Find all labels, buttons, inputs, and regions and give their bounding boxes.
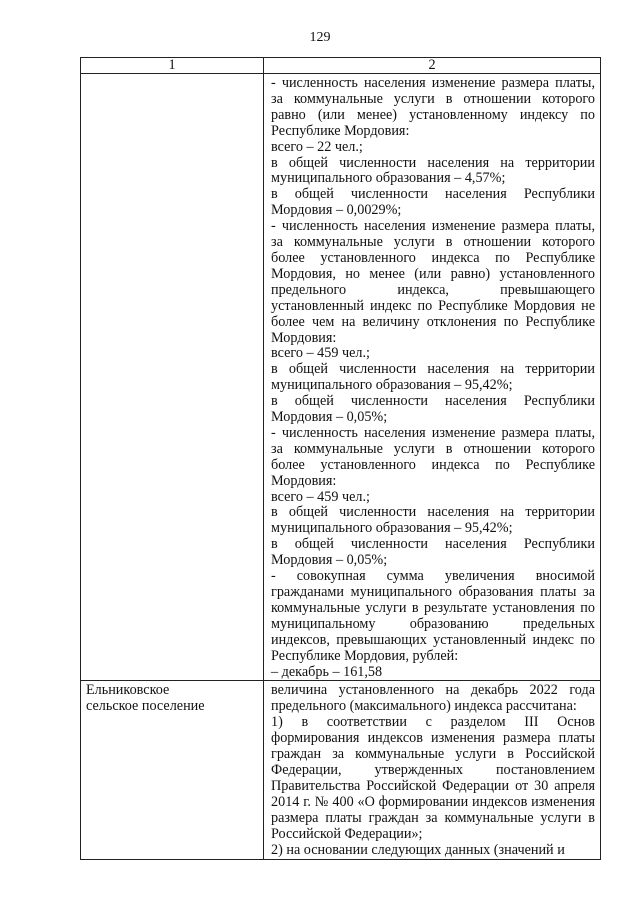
table-row (81, 74, 601, 681)
indices-table (80, 57, 601, 860)
page-number: 129 (309, 30, 331, 45)
municipality-cell (81, 681, 264, 860)
municipality-name: Ельниковское (86, 682, 170, 699)
paragraph: в общей численности населения Республики Мордовия – 0,0029%; (271, 186, 595, 219)
paragraph: в общей численности населения на территории муниципального образования – 4,57%; (271, 154, 595, 187)
paragraph: 1) в соответствии с разделом III Основ формирования индексов изменения размера платы граждан за коммунальные услуги в Российской Федерации, утвержденных постановлением Правительства Российской Федерации от 30 апреля 2014 г. № 400 «О формировании индексов изменения размера платы граждан за коммунальные услуги в Российской Федерации»; (271, 714, 595, 842)
paragraph: всего – 22 чел.; (271, 138, 363, 155)
municipality-type: сельское поселение (86, 698, 205, 715)
description-cell (264, 681, 601, 860)
paragraph: - численность населения изменение размера платы, за коммунальные услуги в отношении которого равно (или менее) установленному индексу по Республике Мордовия: (271, 75, 595, 139)
paragraph: в общей численности населения Республики Мордовия – 0,05%; (271, 536, 595, 569)
table-row (81, 681, 601, 860)
description-cell (264, 74, 601, 681)
column-header-1: 1 (81, 58, 264, 74)
paragraph: в общей численности населения на территории муниципального образования – 95,42%; (271, 504, 595, 537)
paragraph: 2) на основании следующих данных (значений и (271, 841, 565, 858)
paragraph: в общей численности населения Республики Мордовия – 0,05%; (271, 393, 595, 426)
paragraph: - численность населения изменение размера платы, за коммунальные услуги в отношении которого более установленного индекса по Республике Мордовия: (271, 424, 595, 489)
paragraph: величина установленного на декабрь 2022 года предельного (максимального) индекса рассчитана: (271, 683, 595, 715)
municipality-cell (81, 74, 264, 681)
paragraph: - совокупная сумма увеличения вносимой гражданами муниципального образования платы за коммунальные услуги в результате установления по муниципальному образованию предельных индексов, превышающих установленный индекс по Республике Мордовия, рублей: (271, 568, 595, 664)
column-header-2: 2 (264, 58, 601, 74)
paragraph: - численность населения изменение размера платы, за коммунальные услуги в отношении которого более установленного индекса по Республике Мордовия, но менее (или равно) установленного предельного индекса, превышающего установленный индекс по Республике Мордовия не более чем на величину отклонения по Республике Мордовия: (271, 218, 595, 346)
paragraph: всего – 459 чел.; (271, 345, 370, 362)
paragraph: – декабрь – 161,58 (271, 663, 383, 680)
paragraph: в общей численности населения на территории муниципального образования – 95,42%; (271, 361, 595, 394)
paragraph: всего – 459 чел.; (271, 488, 370, 505)
table-header-row (81, 58, 601, 74)
